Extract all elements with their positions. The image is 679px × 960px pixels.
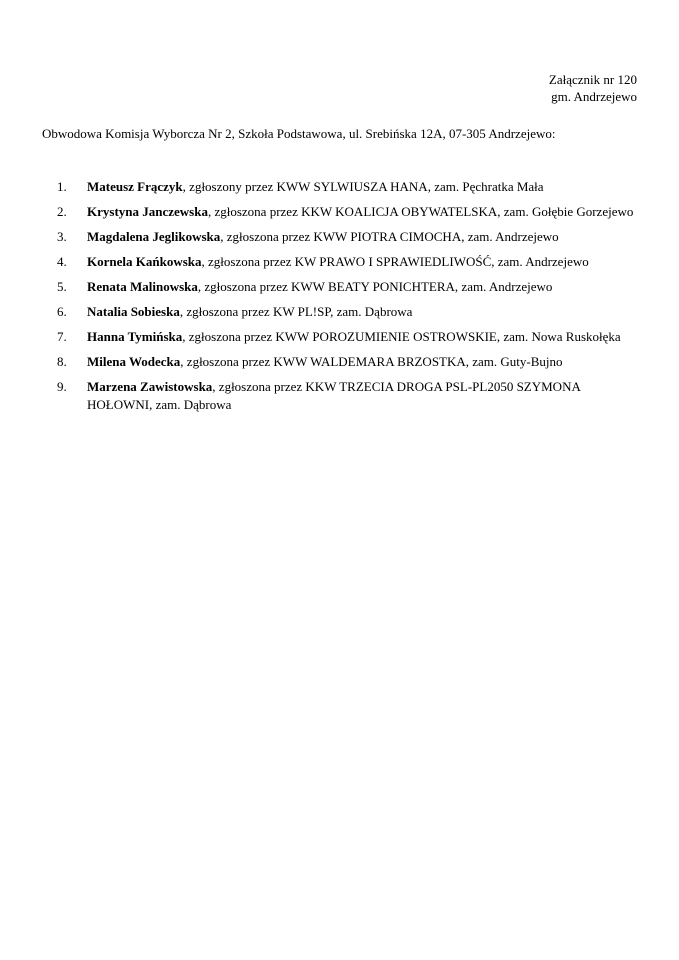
item-number: 1. [57, 179, 67, 194]
list-item [42, 353, 642, 371]
item-number: 3. [57, 229, 67, 244]
member-details: , zgłoszona przez KWW WALDEMARA BRZOSTKA, zam. Guty-Bujno [180, 354, 563, 369]
member-name: Krystyna Janczewska [87, 204, 208, 219]
member-details: , zgłoszona przez KWW BEATY PONICHTERA, zam. Andrzejewo [197, 279, 553, 294]
members-list [42, 178, 642, 421]
list-item [42, 378, 642, 414]
attachment-number: Załącznik nr 120 [548, 72, 637, 87]
list-item [42, 203, 642, 221]
member-details: , zgłoszona przez KW PL!SP, zam. Dąbrowa [179, 304, 413, 319]
municipality-name: gm. Andrzejewo [551, 89, 637, 104]
list-item [42, 228, 642, 246]
item-number: 4. [57, 254, 67, 269]
member-details: , zgłoszona przez KKW TRZECIA DROGA PSL-PL2050 SZYMONA HOŁOWNI, zam. Dąbrowa [87, 379, 581, 412]
item-number: 9. [57, 379, 67, 394]
member-name: Natalia Sobieska [87, 304, 180, 319]
list-item [42, 178, 642, 196]
list-item [42, 253, 642, 271]
member-name: Mateusz Frączyk [87, 179, 183, 194]
member-name: Magdalena Jeglikowska [87, 229, 221, 244]
member-details: , zgłoszona przez KKW KOALICJA OBYWATELSKA, zam. Gołębie Gorzejewo [207, 204, 634, 219]
commission-description: Obwodowa Komisja Wyborcza Nr 2, Szkoła Podstawowa, ul. Srebińska 12A, 07-305 Andrzejewo: [42, 126, 556, 141]
item-number: 2. [57, 204, 67, 219]
member-details: , zgłoszona przez KWW POROZUMIENIE OSTROWSKIE, zam. Nowa Ruskołęka [182, 329, 621, 344]
item-number: 7. [57, 329, 67, 344]
member-details: , zgłoszona przez KW PRAWO I SPRAWIEDLIWOŚĆ, zam. Andrzejewo [201, 254, 589, 269]
member-name: Kornela Kańkowska [87, 254, 202, 269]
member-name: Milena Wodecka [87, 354, 181, 369]
member-name: Renata Malinowska [87, 279, 198, 294]
member-details: , zgłoszona przez KWW PIOTRA CIMOCHA, zam. Andrzejewo [220, 229, 559, 244]
attachment-header [549, 71, 637, 105]
member-details: , zgłoszony przez KWW SYLWIUSZA HANA, zam. Pęchratka Mała [182, 179, 544, 194]
member-name: Marzena Zawistowska [87, 379, 213, 394]
item-number: 5. [57, 279, 67, 294]
item-number: 6. [57, 304, 67, 319]
list-item [42, 303, 642, 321]
item-number: 8. [57, 354, 67, 369]
list-item [42, 328, 642, 346]
list-item [42, 278, 642, 296]
member-name: Hanna Tymińska [87, 329, 183, 344]
